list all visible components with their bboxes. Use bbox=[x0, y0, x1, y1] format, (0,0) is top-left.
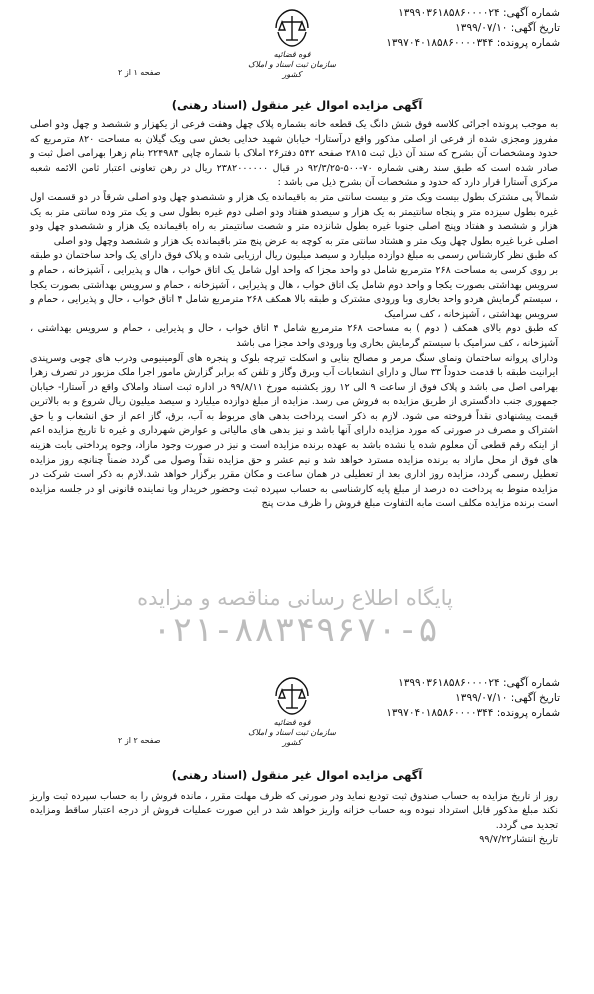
file-number: شماره پرونده: ۱۳۹۷۰۴۰۱۸۵۸۶۰۰۰۰۳۴۴ bbox=[386, 37, 560, 49]
watermark-text: پایگاه اطلاع رسانی مناقصه و مزایده bbox=[137, 586, 453, 610]
ad-meta-1 bbox=[386, 6, 560, 51]
page-title: آگهی مزایده اموال غیر منقول (اسناد رهنی) bbox=[171, 768, 423, 782]
ad-meta-2 bbox=[386, 676, 560, 721]
ad-number: شماره آگهی: ۱۳۹۹۰۳۶۱۸۵۸۶۰۰۰۰۲۴ bbox=[398, 7, 560, 19]
judiciary-emblem-1 bbox=[246, 6, 338, 80]
watermark bbox=[60, 586, 530, 650]
ad-date: تاریخ آگهی: ۱۳۹۹/۰۷/۱۰ bbox=[455, 692, 560, 704]
page-title: آگهی مزایده اموال غیر منقول (اسناد رهنی) bbox=[171, 98, 423, 112]
file-number: شماره پرونده: ۱۳۹۷۰۴۰۱۸۵۸۶۰۰۰۰۳۴۴ bbox=[386, 707, 560, 719]
org-registration: سازمان ثبت اسناد و املاک کشور bbox=[248, 728, 336, 747]
ad-number: شماره آگهی: ۱۳۹۹۰۳۶۱۸۵۸۶۰۰۰۰۲۴ bbox=[398, 677, 560, 689]
org-registration: سازمان ثبت اسناد و املاک کشور bbox=[248, 60, 336, 79]
page-number: صفحه ۱ از ۲ bbox=[118, 68, 161, 77]
page-number: صفحه ۲ از ۲ bbox=[118, 736, 161, 745]
scales-emblem-icon bbox=[270, 674, 314, 718]
paragraph: که طبق دوم بالای همکف ( دوم ) به مساحت ۲۶۸ مترمربع شامل ۴ اتاق خواب ، حال و پذیرایی ، حمام و سرویس بهداشتی ، آشپزخانه ، کف سرامیک با سیستم گرمایش بخاری وبا ورودی واحد مجزا می باشد bbox=[30, 323, 558, 349]
scales-emblem-icon bbox=[270, 6, 314, 50]
org-judiciary: قوه قضائیه bbox=[273, 50, 311, 59]
paragraph: که طبق نظر کارشناس رسمی به مبلغ دوازده میلیارد و سیصد میلیون ریال ارزیابی شده و پلاک فوق دارای یک واحد ساختمان دو طبقه بر روی کرسی به مساحت ۲۶۸ مترمربع شامل دو واحد مجزا که واحد اول شامل یک اتاق خواب ، هال و پذیرایی ، آشپزخانه ، حمام و سرویس بهداشتی بصورت یکجا و واحد دوم شامل یک اتاق خواب ، هال و پذیرایی ، آشپزخانه ، حمام و سرویس بهداشتی بصورت یکجا ، سیستم گرمایش هردو واحد بخاری وبا ورودی مشترک و طبقه بالا همکف ۲۶۸ مترمربع شامل ۴ اتاق خواب ، حال و پذیرایی ، حمام و سرویس بهداشتی ، آشپزخانه ، کف سرامیک bbox=[30, 250, 558, 320]
paragraph: روز از تاریخ مزایده به حساب صندوق ثبت تودیع نماید ودر صورتی که ظرف مهلت مقرر ، مانده فروش را به حساب سپرده ثبت واریز نکند مبلغ مذکور قابل استرداد نبوده وبه حساب خزانه واریز خواهد شد در این صورت عملیات فروش از درجه اعتبار ساقط ومزایده تجدید می گردد. bbox=[30, 791, 558, 831]
ad-date: تاریخ آگهی: ۱۳۹۹/۰۷/۱۰ bbox=[455, 22, 560, 34]
body-text-1 bbox=[30, 118, 558, 512]
publish-date: تاریخ انتشار۹۹/۷/۲۲ bbox=[479, 834, 558, 846]
body-text-2 bbox=[30, 790, 558, 848]
judiciary-emblem-2 bbox=[246, 674, 338, 748]
org-judiciary: قوه قضائیه bbox=[273, 718, 311, 727]
paragraph: شمالاً پی مشترک بطول بیست ویک متر و بیست سانتی متر به باقیمانده یک هزار و ششصدو چهل ودو اصلی شرقاً در دو قسمت اول غیره بطول سیزده متر و پنجاه سانتیمتر به یک هزار و سیصدو هفتاد ودو اصلی دوم غیره بطول سی و یک متر وده سانتی متر به یک هزار و ششصد و هفتاد وپنج اصلی جنوبا غیره بطول شانزده متر و شصت سانتیمتر به راه باقیمانده یک هزار و ششصدو چهل ودو اصلی غربا غیره بطول چهل ویک متر و هشتاد سانتی متر به کوچه به عرض پنج متر باقیمانده یک هزار و ششصد وچهل ودو اصلی bbox=[30, 191, 558, 247]
paragraph: ودارای پروانه ساختمان ونمای سنگ مرمر و مصالح بنایی و اسکلت تیرچه بلوک و پنجره های آلومینیومی ودرب های چوبی وسرپندی ایرانیت طبقه با قدمت حدوداً ۳۳ سال و دارای انشعابات آب وبرق وگاز و تلفن که برابر گزارش مامور اجرا ملک مزبور در تصرف زهرا بهرامی اصل می باشد و پلاک فوق از ساعت ۹ الی ۱۲ روز یکشنبه مورخ ۹۹/۸/۱۱ در اداره ثبت اسناد واملاک واقع در آستارا- خیابان جمهوری جنب دادگستری از طریق مزایده به فروش می رسد. مزایده از مبلغ دوازده میلیارد و سیصد میلیون ریال شروع و به بالاترین قیمت پیشنهادی نقداً فروخته می شود. لازم به ذکر است پرداخت بدهی های مربوط به آب، برق، گاز اعم از حق انشعاب و یا حق اشتراک و مصرف در صورتی که مورد مزایده دارای آنها باشد و نیز بدهی های مالیاتی و عوارض شهرداری و غیره تا تاریخ مزایده اعم از اینکه رقم قطعی آن معلوم شده یا نشده باشد به عهده برنده مزایده است و نیز در صورت وجود مازاد، وجوه پرداختی بابت هزینه های فوق از محل مازاد به برنده مزایده مسترد خواهد شد و نیم عشر و حق مزایده نقداً وصول می گردد ضمناً چنانچه روز مزایده تعطیل رسمی گردد، مزایده روز اداری بعد از تعطیلی در همان ساعت و مکان مقرر برگزار خواهد شد.لازم به ذکر است شرکت در مزایده منوط به پرداخت ده درصد از مبلغ پایه کارشناسی به حساب سپرده ثبت وحضور خریدار ویا نماینده قانونی او در جلسه مزایده است برنده مزایده مکلف است مابه التفاوت مبلغ فروش را ظرف مدت پنج bbox=[30, 352, 558, 510]
watermark-phone: ۰۲۱-۸۸۳۴۹۶۷۰-۵ bbox=[151, 610, 439, 650]
paragraph: به موجب پرونده اجرائی کلاسه فوق شش دانگ یک قطعه خانه بشماره پلاک چهل وهفت فرعی از یکهزار و ششصد و چهل ودو اصلی مفروز ومجزی شده از فرعی از اصلی مذکور واقع درآستارا- خیابان شهید خدایی بخش سی ویک گیلان به مساحت ۸۲۰ مترمربع که حدود ومشخصات آن بشرح که سند آن ذیل ثبت ۲۸۱۵ صفحه ۵۴۲ دفتر۲۶ املاک با شماره چاپی ۲۲۴۹۸۴ بنام زهرا بهرامی اصل ثبت و صادر شده است که طبق سند رهنی شماره ۷۰-۵۰۰-۹۲/۳/۲۵ در قبال ۲۳۸۲۰۰۰۰۰۰ ریال در رهن تعاونی اعتبار ثامن الائمه شعبه مرکزی آستارا قرار دارد که حدود و مشخصات آن بشرح ذیل می باشد : bbox=[30, 119, 558, 189]
